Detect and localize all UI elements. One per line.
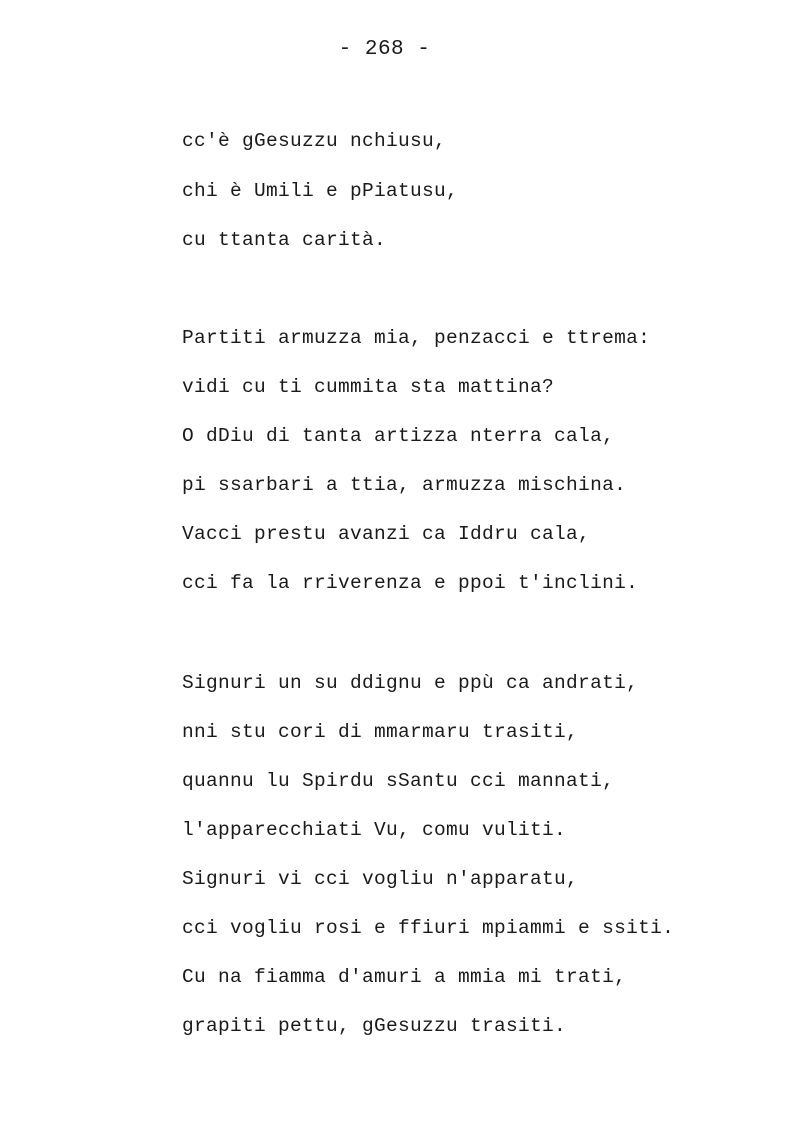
poem-line: O dDiu di tanta artizza nterra cala,: [182, 425, 615, 447]
page-number: - 268 -: [338, 38, 431, 61]
poem-line: Vacci prestu avanzi ca Iddru cala,: [182, 523, 591, 545]
poem-line: nni stu cori di mmarmaru trasiti,: [182, 721, 579, 743]
poem-line: quannu lu Spirdu sSantu cci mannati,: [182, 770, 615, 792]
poem-line: Signuri vi cci vogliu n'apparatu,: [182, 868, 579, 890]
poem-line: Partiti armuzza mia, penzacci e ttrema:: [182, 327, 651, 349]
poem-line: vidi cu ti cummita sta mattina?: [182, 376, 555, 398]
poem-line: grapiti pettu, gGesuzzu trasiti.: [182, 1015, 567, 1037]
poem-line: chi è Umili e pPiatusu,: [182, 180, 459, 202]
poem-line: cu ttanta carità.: [182, 229, 387, 251]
poem-line: cci vogliu rosi e ffiuri mpiammi e ssiti.: [182, 917, 675, 939]
poem-line: Signuri un su ddignu e ppù ca andrati,: [182, 672, 639, 694]
poem-line: cci fa la rriverenza e ppoi t'inclini.: [182, 572, 639, 594]
poem-line: l'apparecchiati Vu, comu vuliti.: [182, 819, 567, 841]
poem-line: Cu na fiamma d'amuri a mmia mi trati,: [182, 966, 627, 988]
poem-line: pi ssarbari a ttia, armuzza mischina.: [182, 474, 627, 496]
poem-line: cc'è gGesuzzu nchiusu,: [182, 130, 447, 152]
